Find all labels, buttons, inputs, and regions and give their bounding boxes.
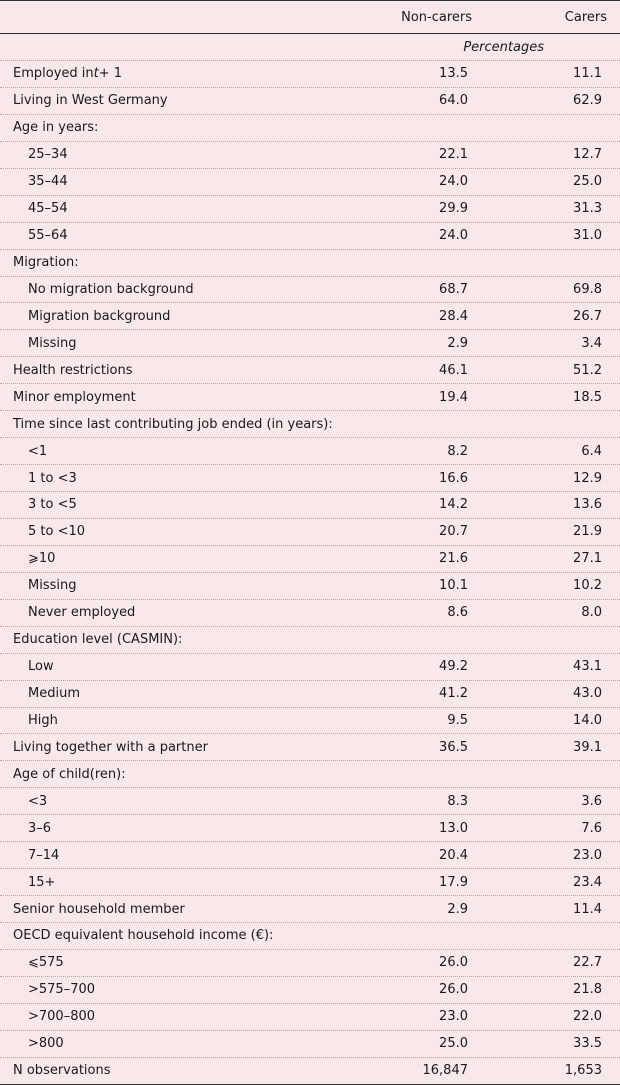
- table-row: [0, 330, 620, 357]
- cell-carers: 31.0: [573, 228, 602, 244]
- row-label: Time since last contributing job ended (in years):: [13, 416, 333, 432]
- cell-noncarers: 25.0: [439, 1036, 468, 1052]
- cell-carers: 8.0: [581, 605, 602, 621]
- cell-noncarers: 21.6: [439, 551, 468, 567]
- table-header-row: [0, 0, 620, 34]
- cell-carers: 11.1: [573, 66, 602, 82]
- table-row: [0, 546, 620, 573]
- row-label: >800: [28, 1036, 64, 1052]
- cell-carers: 69.8: [573, 281, 602, 297]
- row-label: 5 to <10: [28, 524, 86, 540]
- cell-noncarers: 64.0: [439, 93, 468, 109]
- row-label: Living in West Germany: [13, 93, 168, 109]
- table-row: [0, 519, 620, 546]
- cell-carers: 27.1: [573, 551, 602, 567]
- row-label: 15+: [28, 874, 56, 890]
- table-row: [0, 277, 620, 304]
- row-label: 3 to <5: [28, 497, 77, 513]
- unit-label: Percentages: [463, 39, 544, 55]
- row-label: ⩾10: [28, 551, 56, 567]
- row-label: <1: [28, 443, 48, 459]
- row-label: [13, 61, 122, 87]
- table-row: [0, 708, 620, 735]
- cell-carers: 23.0: [573, 847, 602, 863]
- table-row: [0, 573, 620, 600]
- cell-noncarers: 9.5: [447, 712, 468, 728]
- row-label: Age of child(ren):: [13, 766, 126, 782]
- cell-carers: 12.9: [573, 470, 602, 486]
- cell-carers: 21.8: [573, 982, 602, 998]
- row-label: ⩽575: [28, 955, 64, 971]
- row-label: 3–6: [28, 820, 52, 836]
- cell-noncarers: 24.0: [439, 228, 468, 244]
- table-row-employed: [0, 61, 620, 88]
- row-label: 35–44: [28, 174, 68, 190]
- cell-noncarers: 36.5: [439, 739, 468, 755]
- row-label: No migration background: [28, 281, 194, 297]
- cell-noncarers: 16,847: [422, 1063, 468, 1079]
- cell-noncarers: 10.1: [439, 578, 468, 594]
- cell-carers: 21.9: [573, 524, 602, 540]
- cell-noncarers: 68.7: [439, 281, 468, 297]
- table-row: [0, 788, 620, 815]
- cell-carers: 33.5: [573, 1036, 602, 1052]
- cell-noncarers: 2.9: [447, 901, 468, 917]
- row-label: 1 to <3: [28, 470, 77, 486]
- row-label: Health restrictions: [13, 362, 133, 378]
- cell-carers: 13.6: [573, 497, 602, 513]
- cell-noncarers: 19.4: [439, 389, 468, 405]
- cell-noncarers: 20.4: [439, 847, 468, 863]
- cell-noncarers: 26.0: [439, 955, 468, 971]
- table-row: [0, 761, 620, 788]
- row-label: Never employed: [28, 605, 136, 621]
- table-row: [0, 115, 620, 142]
- row-label: Missing: [28, 578, 77, 594]
- table-row: [0, 627, 620, 654]
- cell-noncarers: 13.0: [439, 820, 468, 836]
- table-row: [0, 384, 620, 411]
- cell-carers: 22.7: [573, 955, 602, 971]
- cell-noncarers: 2.9: [447, 335, 468, 351]
- cell-carers: 26.7: [573, 308, 602, 324]
- cell-noncarers: 8.6: [447, 605, 468, 621]
- table-body: [0, 88, 620, 1085]
- cell-noncarers: 26.0: [439, 982, 468, 998]
- table-row: [0, 1004, 620, 1031]
- row-label: N observations: [13, 1063, 111, 1079]
- cell-carers: 12.7: [573, 147, 602, 163]
- cell-noncarers: 24.0: [439, 174, 468, 190]
- row-label: <3: [28, 793, 48, 809]
- row-label: Missing: [28, 335, 77, 351]
- cell-carers: 6.4: [581, 443, 602, 459]
- table-row: [0, 1031, 620, 1058]
- row-label: Senior household member: [13, 901, 185, 917]
- row-label: >700–800: [28, 1009, 96, 1025]
- cell-carers: 31.3: [573, 201, 602, 217]
- cell-carers: 7.6: [581, 820, 602, 836]
- row-label: Medium: [28, 686, 80, 702]
- cell-noncarers: 28.4: [439, 308, 468, 324]
- table-row: [0, 250, 620, 277]
- row-label-prefix: Employed in: [13, 66, 94, 82]
- table-row: [0, 303, 620, 330]
- cell-carers: 11.4: [573, 901, 602, 917]
- table-row: [0, 681, 620, 708]
- cell-carers: 25.0: [573, 174, 602, 190]
- table-row: [0, 815, 620, 842]
- row-label: High: [28, 712, 58, 728]
- row-label: Low: [28, 659, 54, 675]
- cell-noncarers: 13.5: [439, 66, 468, 82]
- cell-carers: 51.2: [573, 362, 602, 378]
- row-label: >575–700: [28, 982, 96, 998]
- cell-carers: 3.4: [581, 335, 602, 351]
- cell-noncarers: 23.0: [439, 1009, 468, 1025]
- column-header-noncarers: Non-carers: [401, 9, 472, 25]
- row-label: Minor employment: [13, 389, 136, 405]
- cell-carers: 62.9: [573, 93, 602, 109]
- cell-carers: 10.2: [573, 578, 602, 594]
- table-row: [0, 357, 620, 384]
- cell-noncarers: 16.6: [439, 470, 468, 486]
- cell-carers: 22.0: [573, 1009, 602, 1025]
- cell-noncarers: 17.9: [439, 874, 468, 890]
- cell-noncarers: 29.9: [439, 201, 468, 217]
- cell-carers: 18.5: [573, 389, 602, 405]
- row-label: 45–54: [28, 201, 68, 217]
- row-label: Education level (CASMIN):: [13, 632, 183, 648]
- cell-noncarers: 22.1: [439, 147, 468, 163]
- unit-row: [0, 34, 620, 61]
- cell-noncarers: 8.3: [447, 793, 468, 809]
- row-label: 7–14: [28, 847, 60, 863]
- cell-carers: 43.0: [573, 686, 602, 702]
- table-row: [0, 438, 620, 465]
- table-row: [0, 169, 620, 196]
- cell-carers: 43.1: [573, 659, 602, 675]
- row-label: 25–34: [28, 147, 68, 163]
- cell-noncarers: 8.2: [447, 443, 468, 459]
- table-row: [0, 223, 620, 250]
- table-row: [0, 977, 620, 1004]
- cell-noncarers: 20.7: [439, 524, 468, 540]
- row-label-suffix: + 1: [98, 66, 123, 82]
- cell-noncarers: 49.2: [439, 659, 468, 675]
- row-label-variable: t: [93, 66, 99, 82]
- table-row: [0, 734, 620, 761]
- table-row: [0, 492, 620, 519]
- table-row: [0, 869, 620, 896]
- table-row: [0, 842, 620, 869]
- column-header-carers: Carers: [564, 9, 607, 25]
- row-label: Living together with a partner: [13, 739, 208, 755]
- cell-carers: 3.6: [581, 793, 602, 809]
- table-row: [0, 950, 620, 977]
- table-row: [0, 88, 620, 115]
- table-row: [0, 600, 620, 627]
- table-row: [0, 465, 620, 492]
- cell-noncarers: 46.1: [439, 362, 468, 378]
- row-label: Age in years:: [13, 120, 99, 136]
- cell-noncarers: 14.2: [439, 497, 468, 513]
- table-row: [0, 923, 620, 950]
- table-row: [0, 196, 620, 223]
- row-label: 55–64: [28, 228, 68, 244]
- row-label: Migration:: [13, 255, 79, 271]
- table-row: [0, 411, 620, 438]
- table-row: [0, 654, 620, 681]
- row-label: Migration background: [28, 308, 171, 324]
- table-row: [0, 1058, 620, 1085]
- row-label: OECD equivalent household income (€):: [13, 928, 274, 944]
- cell-carers: 14.0: [573, 712, 602, 728]
- cell-carers: 23.4: [573, 874, 602, 890]
- cell-carers: 39.1: [573, 739, 602, 755]
- table-row: [0, 896, 620, 923]
- cell-carers: 1,653: [564, 1063, 602, 1079]
- table-row: [0, 142, 620, 169]
- cell-noncarers: 41.2: [439, 686, 468, 702]
